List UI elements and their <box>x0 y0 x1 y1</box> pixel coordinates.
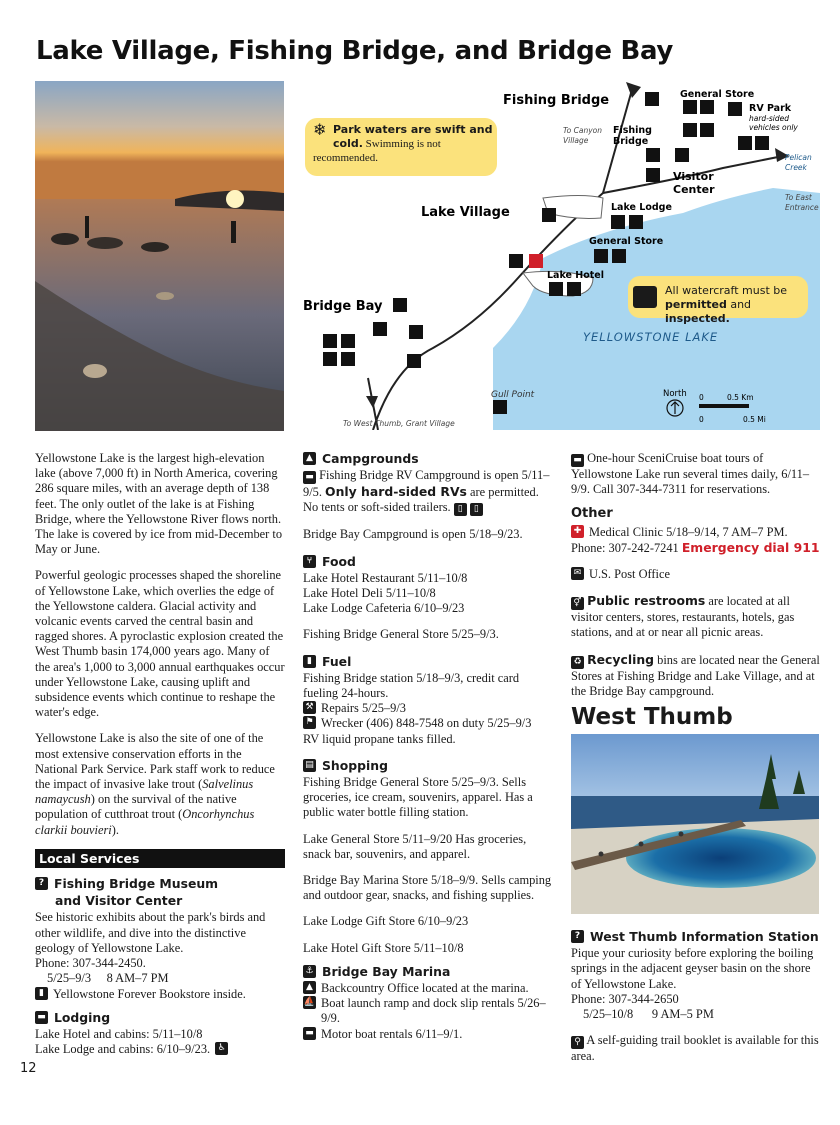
map-label-east1: To East <box>785 193 812 202</box>
scale-bar <box>699 404 749 408</box>
boat-launch-icon: ⛵ <box>303 997 316 1008</box>
map-label-rv-park: RV Park <box>749 103 792 114</box>
lake-paragraph-3: Yellowstone Lake is also the site of one of the most extensive conservation efforts in the National Park Service. Park staff work to reduce the impact of invasive lake trout (Salvelinus namaycush) on the survival of the native population of cutthroat trout (Oncorhynchus clarkii bouvieri). <box>35 731 275 837</box>
map-label-canyon1: To Canyon <box>563 126 602 135</box>
map-label-lake-village: Lake Village <box>421 205 510 220</box>
map-label-visitor: Visitor <box>673 170 714 183</box>
wt-station-heading: ? West Thumb Information Station <box>571 929 823 944</box>
map-label-fishing-bridge: Fishing Bridge <box>503 93 610 108</box>
food-1: Lake Hotel Restaurant 5/11–10/8 <box>303 570 468 585</box>
lodging-icon-2 <box>549 282 563 296</box>
post-office-icon <box>542 208 556 222</box>
shopping-icon: ▤ <box>303 759 316 772</box>
boat-launch-icon <box>341 334 355 348</box>
map-label-yellowstone-lake: YELLOWSTONE LAKE <box>583 330 719 344</box>
medical-line: ✚ Medical Clinic 5/18–9/14, 7 AM–7 PM. <box>571 525 823 540</box>
snowflake-icon: ❄ <box>313 122 327 139</box>
medical-phone-line: Phone: 307-242-7241 Emergency dial 911 <box>571 539 820 555</box>
accessible-icon: ♿ <box>215 1042 228 1055</box>
area-map <box>303 78 820 430</box>
watercraft-callout: All watercraft must be permitted and inspected. <box>665 284 788 325</box>
post-office-icon: ✉ <box>571 567 584 580</box>
sunset-photo <box>35 81 284 431</box>
campground-icon-2 <box>373 322 387 336</box>
recycling-icon: ♻ <box>571 656 584 669</box>
dump-icon: ▯ <box>470 503 483 516</box>
museum-text: See historic exhibits about the park's birds and other wildlife, and dive into the distinctive geology of Yellowstone Lake. <box>35 910 266 955</box>
bed-icon: ▬ <box>35 1011 48 1024</box>
recycling-icon <box>700 123 714 137</box>
lodging-1: Lake Hotel and cabins: 5/11–10/8 <box>35 1026 203 1041</box>
map-label-pelican2: Creek <box>785 163 807 172</box>
lodging-2-line: Lake Lodge and cabins: 6/10–9/23. ♿ <box>35 1042 285 1057</box>
fuel-1: Fishing Bridge station 5/18–9/3, credit card fueling 24-hours. <box>303 670 520 701</box>
campground-icon <box>728 102 742 116</box>
local-services-heading: Local Services <box>35 849 285 868</box>
shopping-heading: ▤ Shopping <box>303 758 553 773</box>
shop-4: Lake Lodge Gift Store 6/10–9/23 <box>303 914 469 929</box>
left-column <box>35 451 285 1057</box>
food-icon-2 <box>629 215 643 229</box>
shop-1: Fishing Bridge General Store 5/25–9/3. Sells groceries, ice cream, souvenirs, apparel. Has a public water bottle filling station. <box>303 775 533 820</box>
wrench-icon: ⚒ <box>303 701 316 714</box>
bookstore-line: ▮ Yellowstone Forever Bookstore inside. <box>35 987 285 1002</box>
scale-mi: 0.5 Mi <box>743 415 766 424</box>
fuel-4: RV liquid propane tanks filled. <box>303 731 456 746</box>
wt-booklet: ⚲ A self-guiding trail booklet is available for this area. <box>571 1033 819 1064</box>
map-label-east2: Entrance <box>785 203 819 212</box>
campground-1: ▬ Fishing Bridge RV Campground is open 5/11–9/5. Only hard-sided RVs are permitted. No tents or soft-sided trailers. ▯ ▯ <box>303 468 550 515</box>
map-label-pelican1: Pelican <box>785 153 812 162</box>
boat-tour-icon: ▬ <box>571 454 584 467</box>
wt-phone: Phone: 307-344-2650 <box>571 991 679 1006</box>
shop-5: Lake Hotel Gift Store 5/11–10/8 <box>303 940 464 955</box>
fork-knife-icon: ⑂ <box>303 555 316 568</box>
scale-km-0: 0 <box>699 393 704 402</box>
picnic-icon-4 <box>493 400 507 414</box>
food-icon <box>700 100 714 114</box>
marina-icon <box>323 334 337 348</box>
lake-paragraph-2: Powerful geologic processes shaped the shoreline of Yellowstone Lake, which overlies the edge of the Yellowstone caldera. Glacial activity and volcanic events carved the central basin and ragged shores. A pyroclastic explosion created the West Thumb basin 174,000 years ago. Many of the area's 1,000 to 3,000 annual earthquakes occur under Yellowstone Lake, causing uplift and subsidence events which continue to reshape the water's edge. <box>35 568 285 720</box>
campground-2: Bridge Bay Campground is open 5/18–9/23. <box>303 527 523 542</box>
fuel-3-line: ⚑ Wrecker (406) 848-7548 on duty 5/25–9/3 <box>303 716 553 731</box>
picnic-icon <box>646 168 660 182</box>
dump-station-icon <box>738 136 752 150</box>
marina-1-line: ▲ Backcountry Office located at the marina. <box>303 981 553 996</box>
picnic-icon-2 <box>509 254 523 268</box>
canoe-icon <box>633 286 657 308</box>
map-label-lake-hotel: Lake Hotel <box>547 270 604 281</box>
post-office-line: ✉ U.S. Post Office <box>571 567 823 582</box>
shop-3: Bridge Bay Marina Store 5/18–9/9. Sells camping and outdoor gear, snacks, and fishing supplies. <box>303 873 552 903</box>
picnic-icon-3 <box>407 354 421 368</box>
recycling-icon-2 <box>612 249 626 263</box>
restroom-icon-2 <box>594 249 608 263</box>
recycling-icon-3 <box>393 298 407 312</box>
hiker-icon: ⚲ <box>571 1036 584 1049</box>
fuel-2-line: ⚒ Repairs 5/25–9/3 <box>303 701 553 716</box>
museum-heading: ? Fishing Bridge Museum <box>35 876 285 891</box>
museum-phone: Phone: 307-344-2450. <box>35 956 146 971</box>
food-3: Lake Lodge Cafeteria 6/10–9/23 <box>303 601 465 616</box>
wt-hours: 5/25–10/8 9 AM–5 PM <box>583 1007 714 1022</box>
anchor-icon: ⚓ <box>303 965 316 978</box>
page-number: 12 <box>20 1061 37 1076</box>
info-icon <box>675 148 689 162</box>
rv-icon: ▬ <box>303 471 316 484</box>
map-label-bridge-small: Bridge <box>613 136 649 147</box>
boat-rental-icon <box>323 352 337 366</box>
info-icon: ? <box>35 877 48 890</box>
map-label-lake-lodge: Lake Lodge <box>611 202 672 213</box>
food-icon-3 <box>567 282 581 296</box>
museum-hours: 5/25–9/3 8 AM–7 PM <box>47 971 169 986</box>
map-label-north: North <box>663 389 687 399</box>
shopping-icon <box>683 100 697 114</box>
recycling-line: ♻ Recycling bins are located near the General Stores at Fishing Bridge and Lake Village, and at the Bridge Bay campground. <box>571 651 820 698</box>
food-4: Fishing Bridge General Store 5/25–9/3. <box>303 627 499 642</box>
map-label-general-store: General Store <box>589 236 664 247</box>
ranger-station-icon <box>409 325 423 339</box>
campgrounds-heading: ▲ Campgrounds <box>303 451 553 466</box>
lodging-heading: ▬ Lodging <box>35 1010 285 1025</box>
shop-2: Lake General Store 5/11–9/20 Has groceries, snack bar, souvenirs, and apparel. <box>303 831 527 861</box>
marina-heading: ⚓ Bridge Bay Marina <box>303 964 553 979</box>
map-label-fishing-small: Fishing <box>613 125 652 136</box>
restrooms-line: ⚥ Public restrooms are located at all visitor centers, stores, restaurants, hotels, gas stations, and at or near all picnic areas. <box>571 593 795 640</box>
museum-icon <box>646 148 660 162</box>
west-thumb-heading: West Thumb <box>571 704 733 731</box>
restroom-icon-3 <box>341 352 355 366</box>
gas-pump-icon: ▮ <box>303 655 316 668</box>
west-thumb-info <box>571 929 823 1064</box>
page-title: Lake Village, Fishing Bridge, and Bridge Bay <box>36 36 674 66</box>
fuel-heading: ▮ Fuel <box>303 654 553 669</box>
backcountry-icon: ▲ <box>303 981 316 994</box>
motor-boat-icon: ▬ <box>303 1027 316 1040</box>
middle-column <box>303 451 553 1042</box>
restroom-icon <box>683 123 697 137</box>
map-label-gull-point: Gull Point <box>491 390 535 400</box>
west-thumb-photo <box>571 734 819 914</box>
showers-icon <box>755 136 769 150</box>
food-2: Lake Hotel Deli 5/11–10/8 <box>303 586 436 601</box>
map-label-canyon2: Village <box>563 136 589 145</box>
medical-cross-icon: ✚ <box>571 525 584 538</box>
map-label-bridge-bay: Bridge Bay <box>303 299 383 314</box>
book-icon: ▮ <box>35 987 48 1000</box>
tow-truck-icon: ⚑ <box>303 716 316 729</box>
map-label-rv-note1: hard-sided <box>749 114 790 123</box>
marina-3-line: ▬ Motor boat rentals 6/11–9/1. <box>303 1027 553 1042</box>
other-heading: Other <box>571 506 613 522</box>
food-heading: ⑂ Food <box>303 554 553 569</box>
museum-heading-2: and Visitor Center <box>55 893 183 909</box>
tent-icon: ▲ <box>303 452 316 465</box>
wt-text: Pique your curiosity before exploring the boiling springs in the adjacent geyser basin on the shore of Yellowstone Lake. <box>571 946 814 991</box>
scale-km: 0.5 Km <box>727 393 754 402</box>
shower-icon: ▯ <box>454 503 467 516</box>
info-icon: ? <box>571 930 584 943</box>
map-label-rv-note2: vehicles only <box>749 123 798 132</box>
scenicruise: ▬ One-hour SceniCruise boat tours of Yellowstone Lake run several times daily, 6/11–9/9. Call 307-344-7311 for reservations. <box>571 451 810 497</box>
scale-mi-0: 0 <box>699 415 704 424</box>
map-label-general-store-top: General Store <box>680 89 755 100</box>
gas-icon <box>645 92 659 106</box>
swift-water-callout: ❄ Park waters are swift and cold. Swimming is not recommended. <box>313 122 493 164</box>
right-column <box>571 451 823 735</box>
map-label-west-thumb: To West Thumb, Grant Village <box>343 419 455 428</box>
medical-icon <box>529 254 543 268</box>
restroom-icon: ⚥ <box>571 597 584 610</box>
map-label-center: Center <box>673 183 715 196</box>
marina-2-line: ⛵ Boat launch ramp and dock slip rentals 5/26–9/9. <box>303 996 546 1026</box>
lodging-icon <box>611 215 625 229</box>
lake-paragraph-1: Yellowstone Lake is the largest high-elevation lake (above 7,000 ft) in North America, covering 286 square miles, with an average depth of 138 feet. The only outlet of the lake is at Fishing Bridge, where the Yellowstone River flows north. The lake is covered by ice from mid-December to May or June. <box>35 451 283 557</box>
